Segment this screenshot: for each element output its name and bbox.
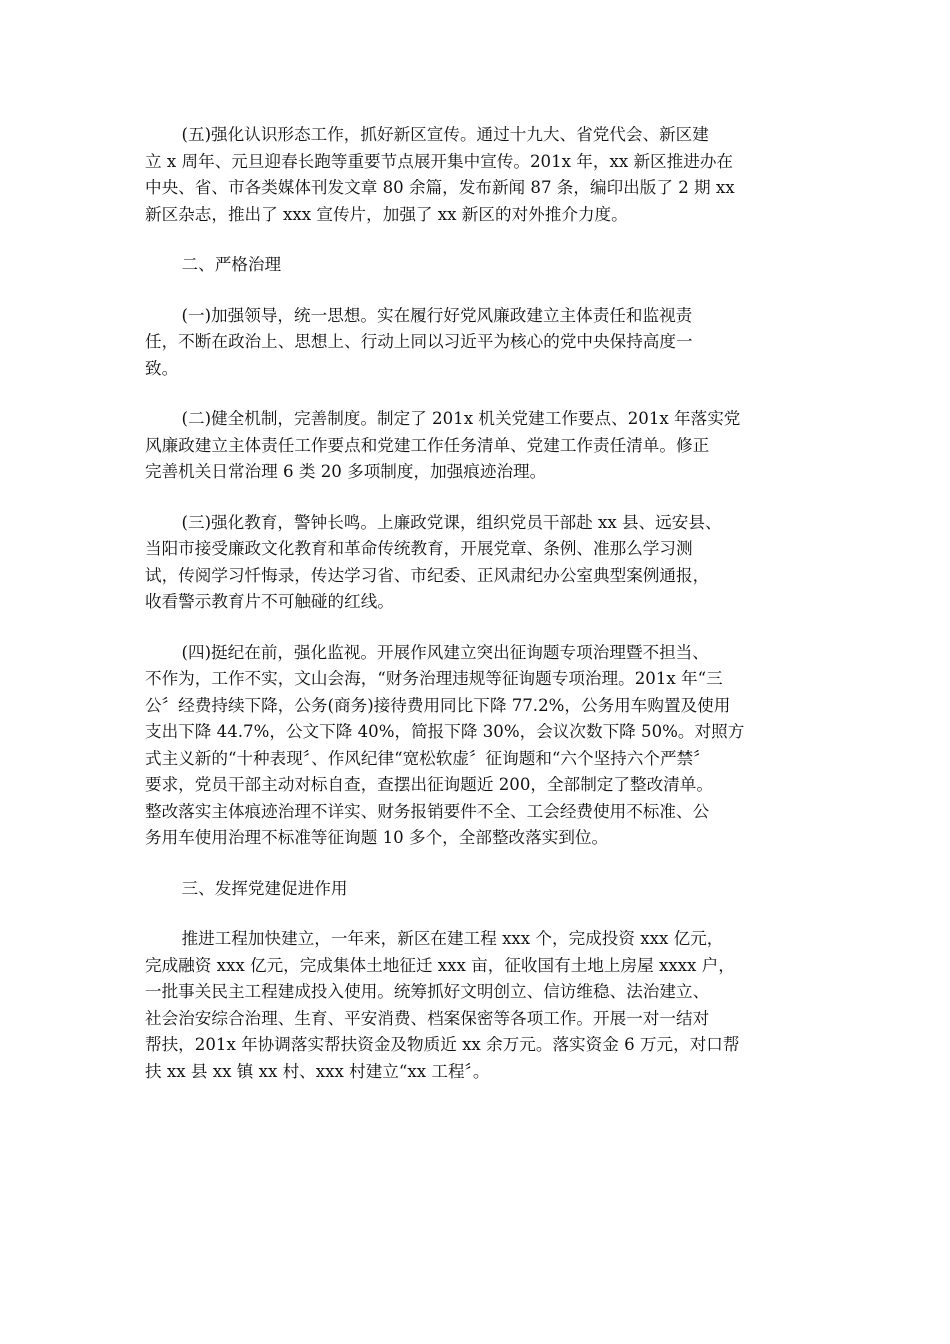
paragraph-supervision: (四)挺纪在前，强化监视。开展作风建立突出征询题专项治理暨不担当、 不作为，工作不实，文山会海，“财务治理违规等征询题专项治理。201x 年“三 公〞经费持续下降，公务(商务)接待费用同比下降 77.2%，公务用车购置及使用 支出下降 44.7%，公文下降 40%，简报下降 30%，会议次数下降 50%。对照方 式主义新的“十种表现〞、作风纪律“宽松软虚〞征询题和“六个坚持六个严禁〞 要求，党员干部主动对标自查，查摆出征询题近 200，全部制定了整改清单。 整改落实主体痕迹治理不详实、财务报销要件不全、工会经费使用不标准、公 务用车使用治理不标准等征询题 10 多个，全部整改落实到位。 [145, 642, 745, 847]
paragraph-leadership: (一)加强领导，统一思想。实在履行好党风廉政建立主体责任和监视责 任，不断在政治上、思想上、行动上同以习近平为核心的党中央保持高度一 致。 [145, 305, 693, 378]
paragraph-projects: 推进工程加快建立，一年来，新区在建工程 xxx 个，完成投资 xxx 亿元， 完成融资 xxx 亿元，完成集体土地征迁 xxx 亩，征收国有土地上房屋 xxxx 户， 一批事关民主工程建成投入使用。统筹抓好文明创立、信访维稳、法治建立、 社会治安综合治理、生育、平安消费、档案保密等各项工作。开展一对一结对 帮扶，201x 年协调落实帮扶资金及物质近 xx 余万元。落实资金 6 万元，对口帮 扶 xx 县 xx 镇 xx 村、xxx 村建立“xx 工程〞。 [145, 929, 740, 1081]
paragraph-mechanism: (二)健全机制，完善制度。制定了 201x 机关党建工作要点、201x 年落实党 风廉政建立主体责任工作要点和党建工作任务清单、党建工作责任清单。修正 完善机关日常治理 6 类 20 多项制度，加强痕迹治理。 [145, 409, 741, 481]
document-body [145, 122, 810, 1109]
paragraph-propaganda: (五)强化认识形态工作，抓好新区宣传。通过十九大、省党代会、新区建 立 x 周年、元旦迎春长跑等重要节点展开集中宣传。201x 年，xx 新区推进办在 中央、省、市各类媒体刊发文章 80 余篇，发布新闻 87 条，编印出版了 2 期 xx 新区杂志，推出了 xxx 宣传片，加强了 xx 新区的对外推介力度。 [145, 125, 735, 224]
section-heading-strict-governance: 二、严格治理 [181, 255, 282, 274]
paragraph-education: (三)强化教育，警钟长鸣。上廉政党课，组织党员干部赴 xx 县、远安县、 当阳市接受廉政文化教育和革命传统教育，开展党章、条例、准那么学习测 试，传阅学习忏悔录，传达学习省、市纪委、正风肃纪办公室典型案例通报， 收看警示教育片不可触碰的红线。 [145, 512, 722, 611]
section-heading-party-building: 三、发挥党建促进作用 [181, 878, 348, 898]
